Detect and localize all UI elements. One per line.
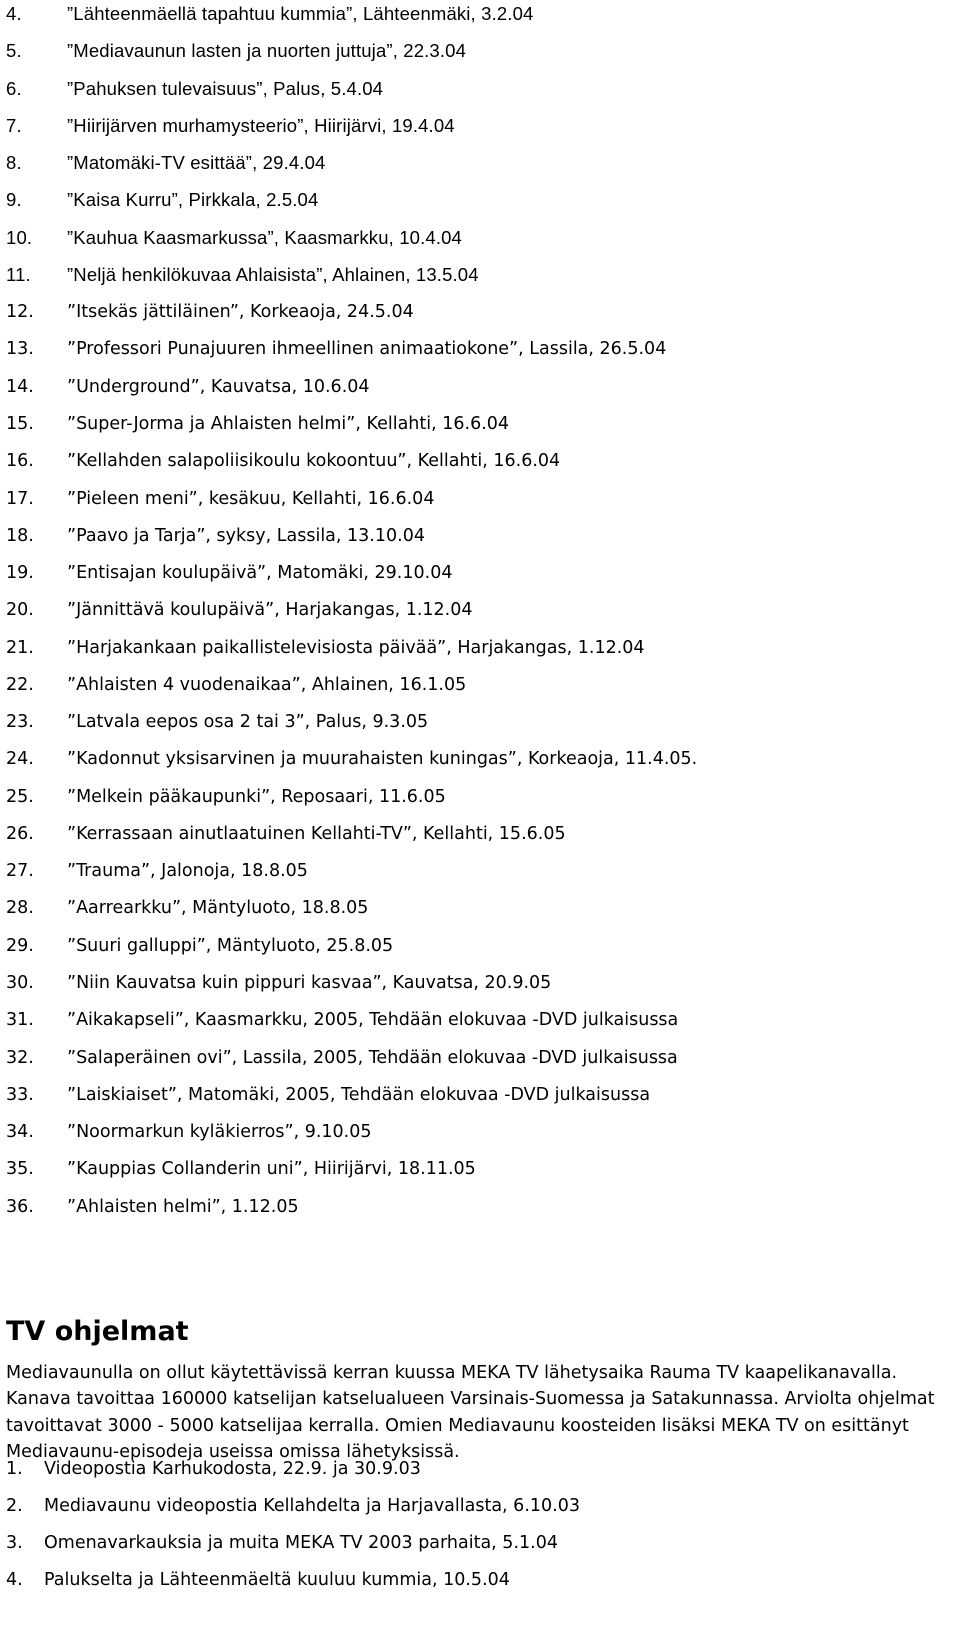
list-item-text: Omenavarkauksia ja muita MEKA TV 2003 parhaita, 5.1.04 xyxy=(44,1533,558,1553)
list-item-text: ”Mediavaunun lasten ja nuorten juttuja”, 22.3.04 xyxy=(67,40,467,61)
list-item-text: ”Salaperäinen ovi”, Lassila, 2005, Tehdään elokuvaa -DVD julkaisussa xyxy=(67,1048,678,1068)
list-item-number: 13. xyxy=(6,339,34,359)
list-item-text: ”Kauppias Collanderin uni”, Hiirijärvi, 18.11.05 xyxy=(67,1159,476,1179)
list-item-text: ”Matomäki-TV esittää”, 29.4.04 xyxy=(67,152,326,173)
list-item-number: 30. xyxy=(6,973,34,993)
list-item-text: ”Ahlaisten 4 vuodenaikaa”, Ahlainen, 16.1.05 xyxy=(67,675,467,695)
list-item-number: 24. xyxy=(6,749,34,769)
list-item-text: ”Suuri galluppi”, Mäntyluoto, 25.8.05 xyxy=(67,936,394,956)
list-item-number: 9. xyxy=(6,189,22,210)
list-item-number: 14. xyxy=(6,377,34,397)
list-item-number: 1. xyxy=(6,1459,23,1479)
list-item-number: 3. xyxy=(6,1533,23,1553)
list-item-number: 2. xyxy=(6,1496,23,1516)
list-item-number: 34. xyxy=(6,1122,34,1142)
list-item-text: ”Kerrassaan ainutlaatuinen Kellahti-TV”, Kellahti, 15.6.05 xyxy=(67,824,566,844)
list-item-number: 25. xyxy=(6,787,34,807)
list-item-number: 28. xyxy=(6,898,34,918)
list-item-number: 4. xyxy=(6,3,22,24)
list-item-text: Mediavaunu videopostia Kellahdelta ja Harjavallasta, 6.10.03 xyxy=(44,1496,580,1516)
list-item-text: ”Aarrearkku”, Mäntyluoto, 18.8.05 xyxy=(67,898,369,918)
list-item-text: ”Neljä henkilökuvaa Ahlaisista”, Ahlainen, 13.5.04 xyxy=(67,264,479,285)
list-item-number: 12. xyxy=(6,302,34,322)
list-item-text: ”Super-Jorma ja Ahlaisten helmi”, Kellahti, 16.6.04 xyxy=(67,414,510,434)
list-item-text: ”Kellahden salapoliisikoulu kokoontuu”, Kellahti, 16.6.04 xyxy=(67,451,561,471)
list-item-text: ”Itsekäs jättiläinen”, Korkeaoja, 24.5.04 xyxy=(67,302,414,322)
list-item-number: 5. xyxy=(6,40,22,61)
list-item-text: ”Ahlaisten helmi”, 1.12.05 xyxy=(67,1197,299,1217)
list-item-text: ”Kaisa Kurru”, Pirkkala, 2.5.04 xyxy=(67,189,319,210)
list-item-text: ”Kauhua Kaasmarkussa”, Kaasmarkku, 10.4.04 xyxy=(67,227,462,248)
list-item-text: ”Entisajan koulupäivä”, Matomäki, 29.10.04 xyxy=(67,563,453,583)
list-item-text: Palukselta ja Lähteenmäeltä kuuluu kummia, 10.5.04 xyxy=(44,1570,510,1590)
list-item-number: 33. xyxy=(6,1085,34,1105)
list-item-text: ”Melkein pääkaupunki”, Reposaari, 11.6.05 xyxy=(67,787,446,807)
list-item-text: ”Kadonnut yksisarvinen ja muurahaisten kuningas”, Korkeaoja, 11.4.05. xyxy=(67,749,698,769)
list-item-number: 36. xyxy=(6,1197,34,1217)
list-item-text: ”Professori Punajuuren ihmeellinen animaatiokone”, Lassila, 26.5.04 xyxy=(67,339,667,359)
list-item-number: 27. xyxy=(6,861,34,881)
list-item-number: 6. xyxy=(6,78,22,99)
list-item-number: 31. xyxy=(6,1010,34,1030)
list-item-number: 16. xyxy=(6,451,34,471)
list-item-number: 8. xyxy=(6,152,22,173)
list-item-text: ”Harjakankaan paikallistelevisiosta päivää”, Harjakangas, 1.12.04 xyxy=(67,638,645,658)
list-item-number: 26. xyxy=(6,824,34,844)
list-item-number: 15. xyxy=(6,414,34,434)
list-item-number: 7. xyxy=(6,115,22,136)
list-item-number: 19. xyxy=(6,563,34,583)
list-item-text: ”Pahuksen tulevaisuus”, Palus, 5.4.04 xyxy=(67,78,384,99)
list-item-number: 23. xyxy=(6,712,34,732)
list-item-text: ”Paavo ja Tarja”, syksy, Lassila, 13.10.04 xyxy=(67,526,425,546)
list-item-text: ”Jännittävä koulupäivä”, Harjakangas, 1.12.04 xyxy=(67,600,473,620)
list-item-number: 11. xyxy=(6,264,31,285)
list-item-number: 35. xyxy=(6,1159,34,1179)
list-item-number: 32. xyxy=(6,1048,34,1068)
list-item-text: ”Niin Kauvatsa kuin pippuri kasvaa”, Kauvatsa, 20.9.05 xyxy=(67,973,552,993)
list-item-text: ”Pieleen meni”, kesäkuu, Kellahti, 16.6.04 xyxy=(67,489,435,509)
list-item-text: ”Hiirijärven murhamysteerio”, Hiirijärvi, 19.4.04 xyxy=(67,115,455,136)
list-item-number: 10. xyxy=(6,227,33,248)
list-item-text: ”Latvala eepos osa 2 tai 3”, Palus, 9.3.05 xyxy=(67,712,429,732)
list-item-text: ”Noormarkun kyläkierros”, 9.10.05 xyxy=(67,1122,372,1142)
list-item-number: 20. xyxy=(6,600,34,620)
list-item-number: 18. xyxy=(6,526,34,546)
list-item-text: ”Underground”, Kauvatsa, 10.6.04 xyxy=(67,377,370,397)
section-heading: TV ohjelmat xyxy=(6,1316,189,1347)
list-item-number: 21. xyxy=(6,638,34,658)
list-item-text: ”Lähteenmäellä tapahtuu kummia”, Lähteenmäki, 3.2.04 xyxy=(67,3,534,24)
list-item-number: 17. xyxy=(6,489,34,509)
list-item-number: 4. xyxy=(6,1570,23,1590)
list-item-text: ”Laiskiaiset”, Matomäki, 2005, Tehdään elokuvaa -DVD julkaisussa xyxy=(67,1085,651,1105)
list-item-number: 29. xyxy=(6,936,34,956)
list-item-text: ”Aikakapseli”, Kaasmarkku, 2005, Tehdään elokuvaa -DVD julkaisussa xyxy=(67,1010,679,1030)
list-item-number: 22. xyxy=(6,675,34,695)
section-paragraph: Mediavaunulla on ollut käytettävissä kerran kuussa MEKA TV lähetysaika Rauma TV kaapelikanavalla. Kanava tavoittaa 160000 katselijan katselualueen Varsinais-Suomessa ja Satakunnassa. Arviolta ohjelmat tavoittavat 3000 - 5000 katselijaa kerralla. Omien Mediavaunu koosteiden lisäksi MEKA TV on esittänyt Mediavaunu-episodeja useissa omissa lähetyksissä. xyxy=(6,1363,935,1463)
list-item-text: Videopostia Karhukodosta, 22.9. ja 30.9.03 xyxy=(44,1459,421,1479)
list-item-text: ”Trauma”, Jalonoja, 18.8.05 xyxy=(67,861,308,881)
